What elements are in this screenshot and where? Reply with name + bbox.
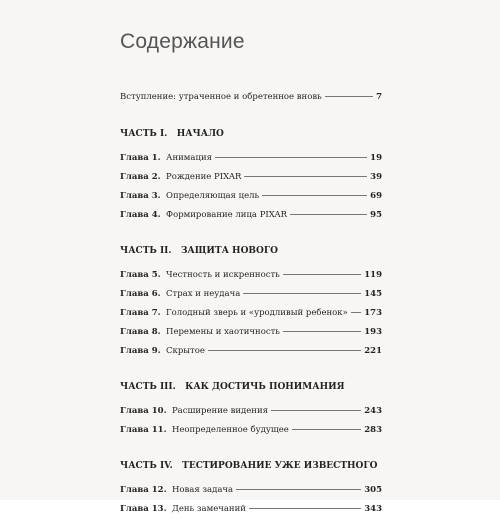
chapter-title: Новая задача: [171, 485, 234, 495]
chapter-title: Рождение PIXAR: [166, 172, 242, 182]
toc-chapter-row: [120, 191, 382, 210]
chapter-label: [120, 346, 205, 356]
toc-chapter-row: [120, 406, 382, 425]
spacer: [120, 444, 382, 456]
toc-page-number: 243: [364, 406, 382, 416]
chapter-number: Глава 13.: [120, 504, 167, 514]
chapter-label: [120, 425, 289, 435]
chapter-label: [120, 406, 268, 416]
chapter-title: Скрытое: [166, 346, 205, 356]
page-title: Содержание: [120, 30, 245, 53]
toc-chapter-row: [120, 327, 382, 346]
chapter-number: Глава 11.: [120, 425, 167, 435]
chapter-label: [120, 485, 233, 495]
chapter-number: Глава 4.: [120, 210, 161, 220]
toc-page-number: 7: [376, 92, 382, 102]
toc-page-number: 193: [364, 327, 382, 337]
chapter-title: Неопределенное будущее: [171, 425, 289, 435]
toc-page-number: 283: [364, 425, 382, 435]
toc-page-number: 95: [370, 210, 382, 220]
chapter-label: [120, 270, 280, 280]
toc-chapter-row: [120, 346, 382, 365]
chapter-title: Голодный зверь и «уродливый ребенок»: [166, 308, 348, 318]
toc-chapter-row: [120, 425, 382, 444]
chapter-label: [120, 504, 246, 514]
toc-intro-label: Вступление: утраченное и обретенное вновь: [120, 92, 322, 102]
part-subtitle: НАЧАЛО: [176, 129, 224, 139]
toc-part-heading: [120, 382, 382, 400]
spacer: [120, 229, 382, 241]
leader-line: [325, 96, 373, 97]
chapter-label: [120, 308, 348, 318]
chapter-title: Анимация: [166, 153, 212, 163]
leader-line: [215, 157, 367, 158]
chapter-title: День замечаний: [171, 504, 246, 514]
leader-line: [292, 429, 361, 430]
spacer: [120, 365, 382, 377]
chapter-number: Глава 3.: [120, 191, 161, 201]
chapter-number: Глава 6.: [120, 289, 161, 299]
leader-line: [351, 312, 361, 313]
chapter-title: Формирование лица PIXAR: [166, 210, 288, 220]
toc-chapter-row: [120, 308, 382, 327]
chapter-number: Глава 5.: [120, 270, 161, 280]
toc-page-number: 145: [364, 289, 382, 299]
chapter-title: Страх и неудача: [166, 289, 241, 299]
toc-chapter-row: [120, 485, 382, 504]
leader-line: [236, 489, 361, 490]
leader-line: [262, 195, 367, 196]
toc-page-number: 119: [364, 270, 382, 280]
toc-chapter-row: [120, 210, 382, 229]
chapter-number: Глава 1.: [120, 153, 161, 163]
leader-line: [271, 410, 361, 411]
part-subtitle: ТЕСТИРОВАНИЕ УЖЕ ИЗВЕСТНОГО: [182, 461, 378, 471]
chapter-number: Глава 8.: [120, 327, 161, 337]
toc-page-number: 19: [370, 153, 382, 163]
leader-line: [283, 331, 361, 332]
chapter-label: [120, 289, 240, 299]
toc-chapter-row: [120, 270, 382, 289]
toc-intro-row: [120, 92, 382, 111]
toc-part-heading: [120, 461, 382, 479]
part-name: ЧАСТЬ III.: [120, 382, 176, 392]
toc-part-heading: [120, 246, 382, 264]
chapter-number: Глава 7.: [120, 308, 161, 318]
part-subtitle: ЗАЩИТА НОВОГО: [180, 246, 278, 256]
chapter-title: Определяющая цель: [166, 191, 260, 201]
toc-page-number: 173: [364, 308, 382, 318]
chapter-label: [120, 172, 241, 182]
chapter-number: Глава 10.: [120, 406, 167, 416]
chapter-label: [120, 191, 259, 201]
leader-line: [244, 176, 367, 177]
toc-page-number: 69: [370, 191, 382, 201]
chapter-number: Глава 2.: [120, 172, 161, 182]
part-name: ЧАСТЬ IV.: [120, 461, 173, 471]
chapter-label: [120, 153, 212, 163]
toc-chapter-row: [120, 504, 382, 523]
chapter-title: Расширение видения: [171, 406, 268, 416]
toc-chapter-row: [120, 289, 382, 308]
chapter-label: [120, 210, 287, 220]
leader-line: [249, 508, 361, 509]
toc-page-number: 221: [364, 346, 382, 356]
toc-chapter-row: [120, 172, 382, 191]
toc-page-number: 343: [364, 504, 382, 514]
toc-part-heading: [120, 129, 382, 147]
chapter-title: Честность и искренность: [166, 270, 280, 280]
part-subtitle: КАК ДОСТИЧЬ ПОНИМАНИЯ: [185, 382, 345, 392]
toc-page-number: 305: [364, 485, 382, 495]
toc-page-number: 39: [370, 172, 382, 182]
chapter-number: Глава 9.: [120, 346, 161, 356]
toc-chapter-row: [120, 153, 382, 172]
leader-line: [283, 274, 361, 275]
chapter-label: [120, 327, 280, 337]
leader-line: [290, 214, 367, 215]
chapter-number: Глава 12.: [120, 485, 167, 495]
leader-line: [208, 350, 361, 351]
part-name: ЧАСТЬ I.: [120, 129, 168, 139]
part-name: ЧАСТЬ II.: [120, 246, 172, 256]
leader-line: [243, 293, 361, 294]
table-of-contents: [120, 92, 382, 523]
chapter-title: Перемены и хаотичность: [166, 327, 280, 337]
